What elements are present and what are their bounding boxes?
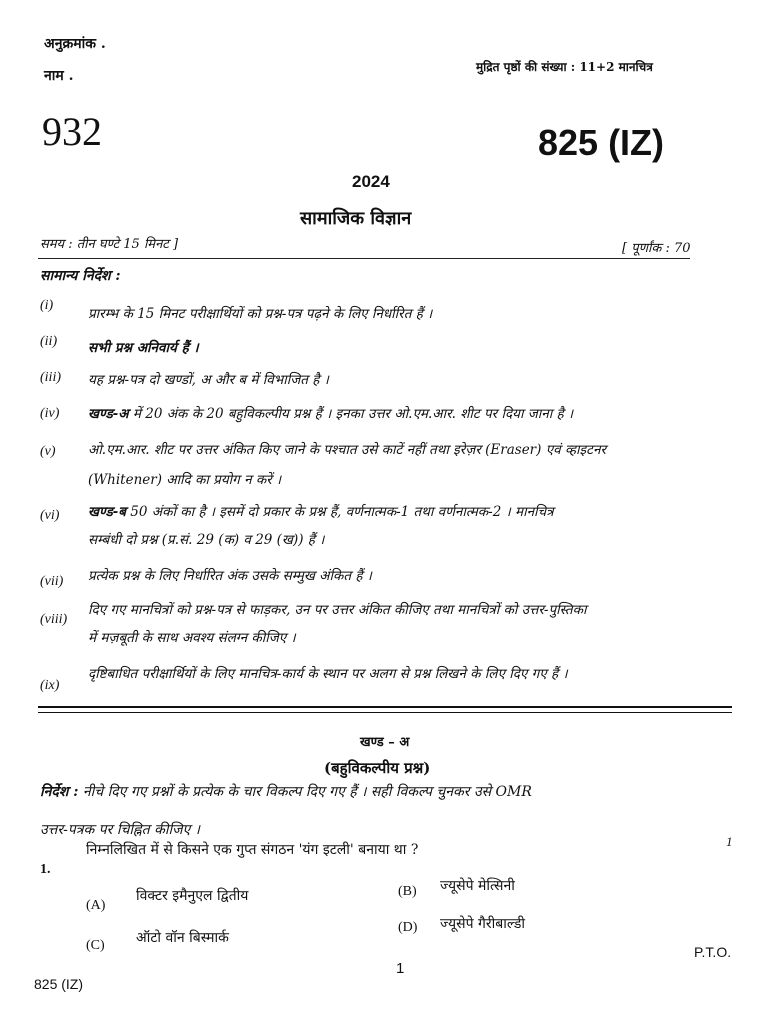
option-label-c: (C) xyxy=(86,938,105,953)
instruction-item xyxy=(88,440,606,458)
instruction-text: प्रत्येक प्रश्न के लिए निर्धारित अंक उसके सम्मुख अंकित हैं । xyxy=(88,568,372,584)
instruction-text: ओ.एम.आर. शीट पर उत्तर अंकित किए जाने के पश्चात उसे काटें नहीं तथा इरेज़र (Eraser) एवं व्हाइटनर xyxy=(88,442,606,458)
question-text: निम्नलिखित में से किसने एक गुप्त संगठन 'यंग इटली' बनाया था ? xyxy=(86,842,419,858)
name-label: नाम . xyxy=(44,68,74,84)
instruction-continuation: (Whitener) आदि का प्रयोग न करें । xyxy=(88,472,282,488)
instruction-number: (vii) xyxy=(40,574,64,589)
option-text-b: ज्यूसेपे मेत्सिनी xyxy=(440,878,515,894)
general-instructions-heading: सामान्य निर्देश : xyxy=(40,268,121,284)
instruction-emphasis: खण्ड-ब xyxy=(88,504,126,520)
instruction-emphasis: सभी प्रश्न अनिवार्य हैं । xyxy=(88,340,199,356)
option-text-a: विक्टर इमैनुएल द्वितीय xyxy=(136,888,249,904)
instruction-item xyxy=(88,404,573,422)
section-direction xyxy=(40,782,532,801)
section-title: खण्ड – अ xyxy=(360,735,410,750)
section-subtitle: (बहुविकल्पीय प्रश्न) xyxy=(324,759,431,777)
instruction-number: (vi) xyxy=(40,508,60,523)
option-text-c: ऑटो वॉन बिस्मार्क xyxy=(136,930,229,946)
instruction-text: यह प्रश्न-पत्र दो खण्डों, अ और ब में विभाजित है । xyxy=(88,372,329,388)
section-direction-continuation: उत्तर-पत्रक पर चिह्नित कीजिए । xyxy=(40,822,200,838)
instruction-text: प्रारम्भ के 15 मिनट परीक्षार्थियों को प्रश्न-पत्र पढ़ने के लिए निर्धारित हैं । xyxy=(88,306,433,322)
time-allowed: समय : तीन घण्टे 15 मिनट ] xyxy=(40,237,179,252)
instruction-number: (ii) xyxy=(40,334,58,349)
instruction-text: दिए गए मानचित्रों को प्रश्न-पत्र से फाड़कर, उन पर उत्तर अंकित कीजिए तथा मानचित्रों को उत्तर-पुस्तिका xyxy=(88,602,587,618)
instruction-item xyxy=(88,370,329,388)
option-label-b: (B) xyxy=(398,884,417,899)
please-turn-over: P.T.O. xyxy=(694,944,732,960)
instruction-item xyxy=(88,600,586,618)
roll-number-label: अनुक्रमांक . xyxy=(44,36,106,52)
instruction-item xyxy=(88,338,199,356)
instruction-number: (iv) xyxy=(40,406,60,421)
instruction-text: में 20 अंक के 20 बहुविकल्पीय प्रश्न हैं । इनका उत्तर ओ.एम.आर. शीट पर दिया जाना है । xyxy=(128,406,574,422)
question-marks: 1 xyxy=(726,834,733,849)
printed-pages-count: मुद्रित पृष्ठों की संख्या : 11+2 मानचित्र xyxy=(476,60,653,74)
direction-text: नीचे दिए गए प्रश्नों के प्रत्येक के चार विकल्प दिए गए हैं । सही विकल्प चुनकर उसे OMR xyxy=(78,784,532,800)
instruction-number: (ix) xyxy=(40,678,60,693)
instruction-number: (viii) xyxy=(40,612,68,627)
subject-title: सामाजिक विज्ञान xyxy=(300,208,412,229)
direction-label: निर्देश : xyxy=(40,784,79,800)
option-label-d: (D) xyxy=(398,920,418,935)
instruction-continuation: में मज़बूती के साथ अवश्य संलग्न कीजिए । xyxy=(88,630,296,646)
section-divider-thin xyxy=(38,712,732,713)
instruction-emphasis: खण्ड-अ xyxy=(88,406,129,422)
max-marks: [ पूर्णांक : 70 xyxy=(622,241,691,256)
question-number: 1. xyxy=(40,862,51,877)
instruction-number: (v) xyxy=(40,444,56,459)
instruction-text: दृष्टिबाधित परीक्षार्थियों के लिए मानचित्र-कार्य के स्थान पर अलग से प्रश्न लिखने के लिए दिए गए हैं । xyxy=(88,666,568,682)
paper-code: 825 (IZ) xyxy=(538,122,665,163)
instruction-item xyxy=(88,502,554,520)
page-number: 1 xyxy=(396,960,405,977)
instruction-continuation: सम्बंधी दो प्रश्न (प्र.सं. 29 (क) व 29 (ख)) हैं । xyxy=(88,532,325,548)
exam-year: 2024 xyxy=(352,172,390,191)
instruction-number: (i) xyxy=(40,298,54,313)
instruction-item xyxy=(88,566,372,584)
option-label-a: (A) xyxy=(86,898,106,913)
handwritten-number: 932 xyxy=(42,109,102,154)
instruction-number: (iii) xyxy=(40,370,61,385)
section-divider-thick xyxy=(38,706,732,708)
header-divider xyxy=(38,258,690,259)
instruction-text: 50 अंकों का है । इसमें दो प्रकार के प्रश्न हैं, वर्णनात्मक-1 तथा वर्णनात्मक-2 । मानचित्र xyxy=(126,504,554,520)
instruction-item xyxy=(88,664,568,682)
instruction-item xyxy=(88,304,432,322)
footer-paper-code: 825 (IZ) xyxy=(34,976,84,992)
option-text-d: ज्यूसेपे गैरीबाल्डी xyxy=(440,916,525,932)
